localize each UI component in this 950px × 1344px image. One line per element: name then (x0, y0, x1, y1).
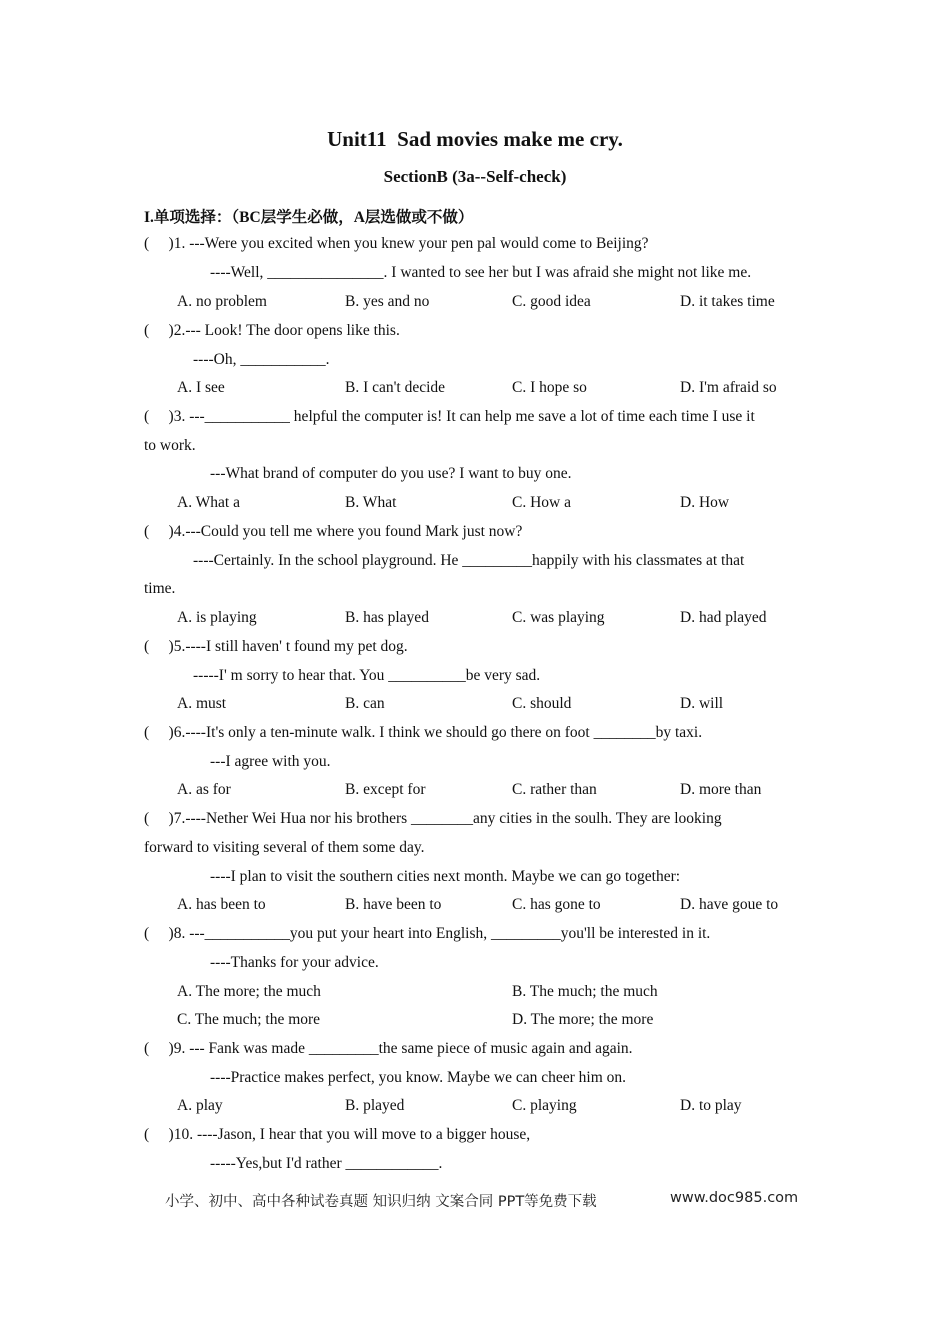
question-stem: ( )7.----Nether Wei Hua nor his brothers ________any cities in the soulh. They are looking (144, 810, 722, 827)
question-line: ----Practice makes perfect, you know. Maybe we can cheer him on. (210, 1069, 627, 1086)
question-stem: ( )2.--- Look! The door opens like this. (144, 322, 400, 339)
answer-option[interactable]: D. had played (680, 609, 767, 626)
question-line: ----Well, _______________. I wanted to see her but I was afraid she might not like me. (210, 264, 752, 281)
answer-option[interactable]: D. will (680, 695, 724, 712)
answer-option[interactable]: C. good idea (512, 293, 591, 310)
question-stem: ( )1. ---Were you excited when you knew your pen pal would come to Beijing? (144, 235, 649, 252)
question-stem: ( )10. ----Jason, I hear that you will move to a bigger house, (144, 1126, 531, 1143)
answer-option[interactable]: C. The much; the more (177, 1011, 321, 1028)
question-stem: ( )9. --- Fank was made _________the same piece of music again and again. (144, 1040, 633, 1057)
answer-option[interactable]: C. rather than (512, 781, 597, 798)
answer-option[interactable]: A. The more; the much (177, 983, 321, 1000)
footer-link[interactable]: www.doc985.com (670, 1190, 799, 1206)
question-line: ----Oh, ___________. (193, 351, 330, 368)
footer-text: 小学、初中、高中各种试卷真题 知识归纳 文案合同 PPT等免费下载 (165, 1194, 597, 1210)
question-line: -----Yes,but I'd rather ____________. (210, 1155, 443, 1172)
answer-option[interactable]: B. can (345, 695, 385, 712)
answer-option[interactable]: A. must (177, 695, 227, 712)
question-stem: ( )8. ---___________you put your heart into English, _________you'll be interested in it. (144, 925, 711, 942)
answer-option[interactable]: B. played (345, 1097, 405, 1114)
answer-option[interactable]: A. play (177, 1097, 223, 1114)
answer-option[interactable]: A. What a (177, 494, 240, 511)
question-line: forward to visiting several of them some day. (144, 839, 425, 856)
answer-option[interactable]: B. yes and no (345, 293, 430, 310)
question-stem: ( )4.---Could you tell me where you found Mark just now? (144, 523, 523, 540)
answer-option[interactable]: C. was playing (512, 609, 605, 626)
answer-option[interactable]: A. I see (177, 379, 225, 396)
answer-option[interactable]: B. The much; the much (512, 983, 658, 1000)
answer-option[interactable]: C. I hope so (512, 379, 587, 396)
answer-option[interactable]: C. should (512, 695, 572, 712)
answer-option[interactable]: A. is playing (177, 609, 257, 626)
answer-option[interactable]: B. has played (345, 609, 429, 626)
page-subtitle: SectionB (3a--Self-check) (383, 167, 567, 186)
question-line: ---I agree with you. (210, 753, 331, 770)
question-line: ----Thanks for your advice. (210, 954, 379, 971)
answer-option[interactable]: D. I'm afraid so (680, 379, 777, 396)
answer-option[interactable]: C. How a (512, 494, 571, 511)
question-line: ----I plan to visit the southern cities next month. Maybe we can go together: (210, 868, 681, 885)
section-heading: I.单项选择：（BC层学生必做，A层选做或不做） (144, 209, 474, 226)
question-line: time. (144, 580, 176, 597)
question-line: to work. (144, 437, 196, 454)
page-title: Unit11 Sad movies make me cry. (327, 127, 623, 151)
answer-option[interactable]: A. as for (177, 781, 231, 798)
answer-option[interactable]: B. I can't decide (345, 379, 446, 396)
answer-option[interactable]: B. except for (345, 781, 426, 798)
question-line: ---What brand of computer do you use? I want to buy one. (210, 465, 572, 482)
question-line: -----I' m sorry to hear that. You __________be very sad. (193, 667, 541, 684)
question-stem: ( )3. ---___________ helpful the computer is! It can help me save a lot of time each time I use it (144, 408, 755, 425)
answer-option[interactable]: B. have been to (345, 896, 442, 913)
question-stem: ( )6.----It's only a ten-minute walk. I think we should go there on foot ________by taxi. (144, 724, 703, 741)
question-stem: ( )5.----I still haven' t found my pet dog. (144, 638, 408, 655)
question-line: ----Certainly. In the school playground. He _________happily with his classmates at that (193, 552, 745, 569)
answer-option[interactable]: D. to play (680, 1097, 742, 1114)
answer-option[interactable]: A. has been to (177, 896, 266, 913)
answer-option[interactable]: D. more than (680, 781, 762, 798)
answer-option[interactable]: A. no problem (177, 293, 267, 310)
answer-option[interactable]: C. has gone to (512, 896, 601, 913)
answer-option[interactable]: B. What (345, 494, 397, 511)
answer-option[interactable]: D. How (680, 494, 730, 511)
answer-option[interactable]: D. The more; the more (512, 1011, 654, 1028)
answer-option[interactable]: C. playing (512, 1097, 577, 1114)
answer-option[interactable]: D. it takes time (680, 293, 775, 310)
answer-option[interactable]: D. have goue to (680, 896, 779, 913)
